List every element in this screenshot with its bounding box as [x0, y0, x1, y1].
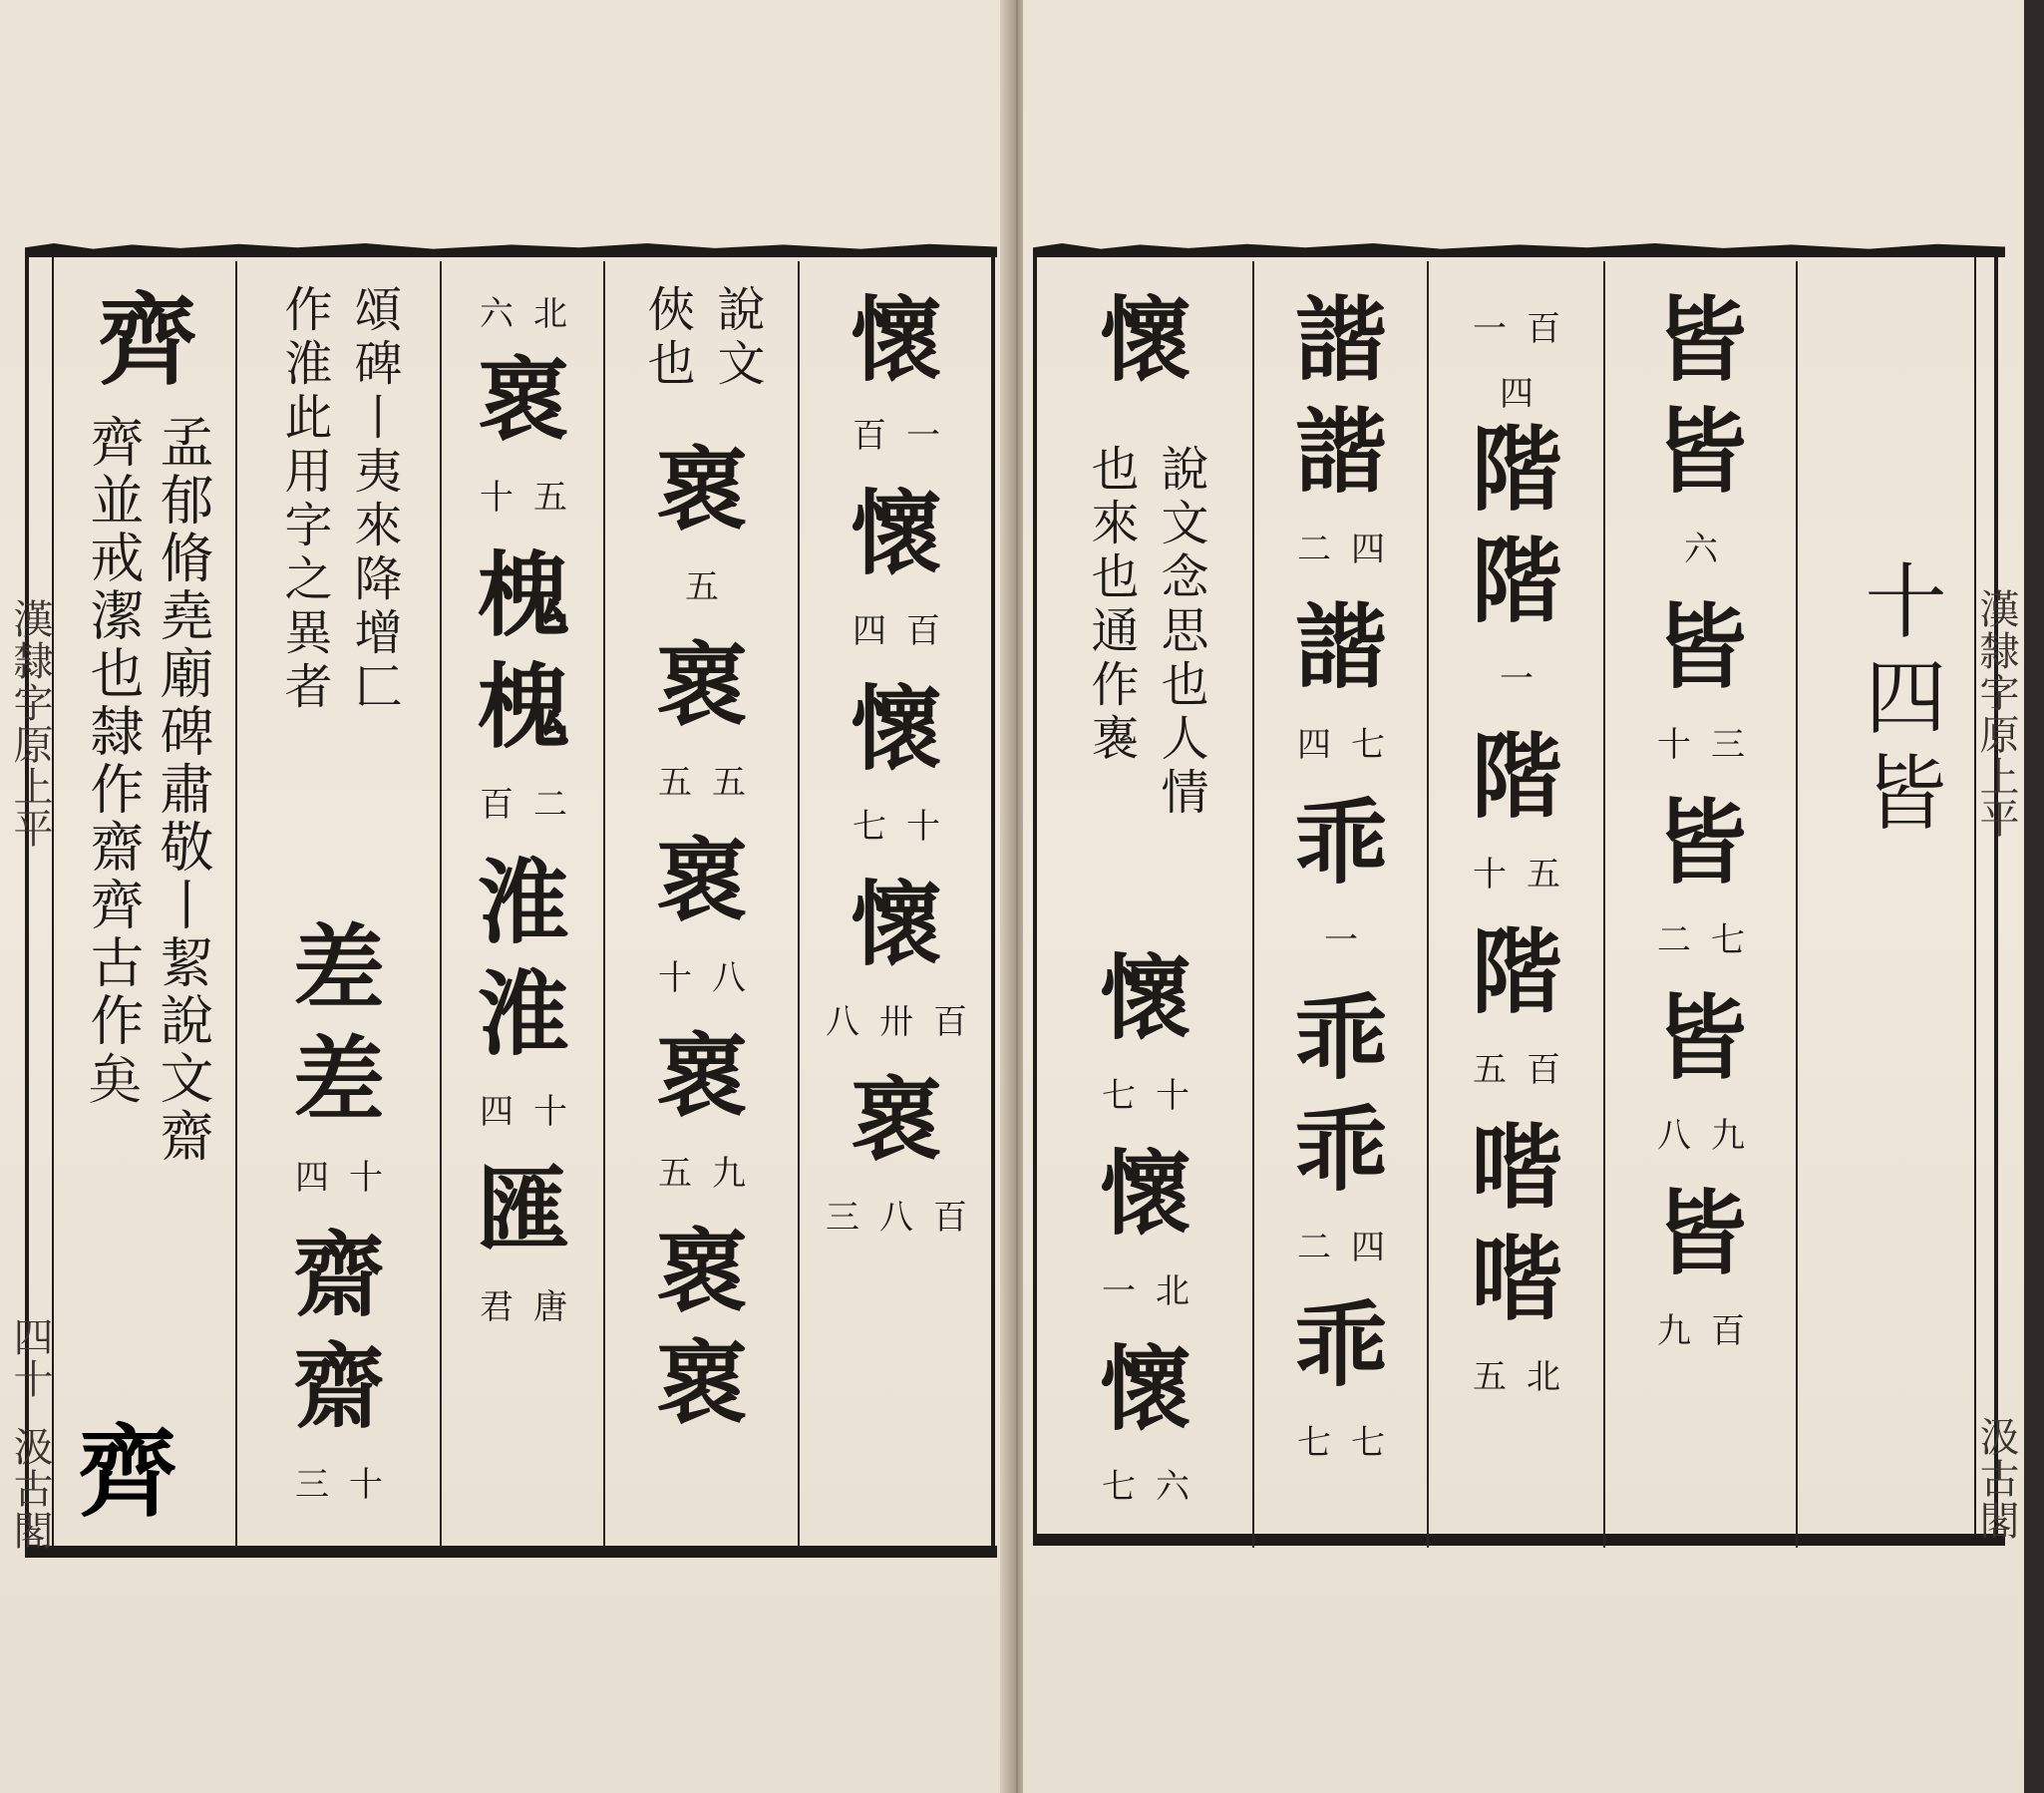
character: 乖 — [1294, 1291, 1387, 1399]
reference-note: 百 九 — [1657, 1311, 1745, 1351]
character: 褱 — [655, 631, 748, 739]
reference-note: 六 — [1684, 530, 1718, 569]
character: 皆 — [1654, 593, 1747, 701]
reference-note: 四 二 — [1297, 1228, 1385, 1267]
character-cha: 差 — [292, 914, 385, 1022]
commentary-line-1: 說文念思也人情 — [1153, 444, 1208, 821]
column-xie — [1256, 284, 1426, 1551]
column-divider — [1427, 261, 1429, 1548]
column-divider — [1796, 261, 1798, 1548]
column-huai-tree — [444, 284, 603, 1551]
reference-note: 北 五 — [1473, 1357, 1560, 1397]
character: 諧 — [1294, 398, 1387, 506]
character: 皆 — [1654, 1180, 1747, 1287]
top-border — [25, 243, 997, 257]
reference-note: 五 十 — [1473, 855, 1560, 895]
character: 階 — [1470, 528, 1562, 635]
column-qi — [60, 281, 235, 1551]
commentary-line-2: 俠也 — [639, 284, 695, 392]
reference-note: 北 一 — [1102, 1271, 1190, 1311]
reference-note: 四 — [1500, 374, 1533, 414]
character: 褱 — [477, 346, 569, 454]
margin-footer: 汲古閣 — [7, 1426, 53, 1552]
outer-right-rule — [991, 249, 995, 1558]
character: 懷 — [850, 286, 942, 394]
column-cha — [239, 284, 439, 1551]
character: 階 — [1470, 723, 1562, 831]
reference-note: 十 三 — [295, 1465, 383, 1505]
column-jie-all — [1607, 284, 1795, 1551]
character: 褱 — [655, 1218, 748, 1325]
character: 懷 — [1099, 286, 1192, 394]
section-heading: 十四皆 — [1852, 558, 1946, 846]
character-cha: 差 — [292, 1026, 385, 1134]
reference-note: 三 十 — [1657, 725, 1745, 765]
reference-note: 十 四 — [480, 1092, 567, 1132]
character: 乖 — [1294, 984, 1387, 1092]
margin-title: 漢隸字原上平 — [7, 598, 53, 850]
column-huai — [802, 284, 991, 1551]
character-qi: 齊 — [98, 281, 197, 399]
reference-note: 七 二 — [1657, 920, 1745, 960]
column-divider — [798, 261, 800, 1548]
character-qi-bottom: 齊 — [78, 1413, 177, 1531]
reference-note: 九 五 — [658, 1154, 746, 1194]
character: 槐 — [477, 653, 569, 761]
margin-title: 漢隸字原上平 — [1973, 588, 2019, 840]
left-page — [0, 0, 1012, 1793]
character: 槐 — [477, 541, 569, 649]
inner-right-rule — [1974, 249, 1976, 1546]
character: 皆 — [1654, 398, 1747, 506]
character: 懷 — [850, 480, 942, 587]
page-edge — [2024, 0, 2044, 1793]
reference-note: 北 六 — [480, 294, 567, 334]
commentary-line-2: 齊並戒潔也隸作齋齊古作𠫪 — [82, 414, 145, 1108]
margin-footer: 汲古閣 — [1973, 1416, 2019, 1542]
column-divider — [603, 261, 605, 1548]
commentary-line-1: 孟郁脩堯廟碑肅敬丨絜說文齋 — [152, 414, 214, 1166]
reference-note: 一 百 — [852, 416, 940, 456]
character: 懷 — [850, 675, 942, 783]
commentary-line-2: 也來也通作褢 — [1083, 444, 1139, 767]
character: 皆 — [1654, 984, 1747, 1092]
reference-note: 十 七 — [852, 807, 940, 847]
commentary-line-1: 說文 — [709, 284, 765, 392]
column-jie — [1431, 284, 1602, 1551]
character: 淮 — [477, 960, 569, 1068]
reference-note: 五 十 — [480, 478, 567, 518]
character: 階 — [1470, 416, 1562, 524]
outer-left-rule — [1033, 249, 1037, 1546]
commentary-line-2: 作淮此用字之異者 — [276, 284, 332, 715]
reference-note: 四 二 — [1297, 530, 1385, 569]
column-divider — [440, 261, 442, 1548]
character: 褱 — [655, 436, 748, 543]
reference-note: 五 五 — [658, 763, 746, 803]
reference-note: 百 一 — [1473, 309, 1560, 349]
character-zhai: 齋 — [292, 1222, 385, 1329]
reference-note: 百 五 — [1473, 1050, 1560, 1090]
character: 懷 — [1099, 1335, 1192, 1443]
character: 喈 — [1470, 1226, 1562, 1333]
commentary-line-1: 頌碑丨夷來降增匚 — [346, 284, 402, 715]
reference-note: 十 七 — [1102, 1076, 1190, 1116]
reference-note: 七 七 — [1297, 1423, 1385, 1463]
character: 懷 — [1099, 944, 1192, 1052]
column-huai — [1039, 284, 1252, 1551]
outer-right-rule — [1994, 249, 1998, 1546]
column-divider — [235, 261, 237, 1548]
character: 諧 — [1294, 593, 1387, 701]
reference-note: 七 四 — [1297, 725, 1385, 765]
reference-note: 一 — [1500, 659, 1533, 699]
reference-note: 十 四 — [295, 1158, 383, 1198]
column-huai-garment — [607, 284, 797, 1551]
reference-note: 百 四 — [852, 611, 940, 651]
character: 皆 — [1654, 286, 1747, 394]
reference-note: 二 百 — [480, 785, 567, 825]
top-border — [1033, 243, 2005, 257]
character: 乖 — [1294, 789, 1387, 896]
reference-note: 九 八 — [1657, 1116, 1745, 1156]
character: 懷 — [1099, 1140, 1192, 1248]
character: 褱 — [850, 1066, 942, 1174]
reference-note: 五 — [685, 567, 719, 607]
reference-note: 百 卅 八 — [826, 1002, 967, 1042]
reference-note: 六 七 — [1102, 1467, 1190, 1507]
reference-note: 百 八 三 — [826, 1198, 967, 1238]
right-page — [1023, 0, 2024, 1793]
character: 匯 — [477, 1156, 569, 1263]
character: 諧 — [1294, 286, 1387, 394]
character: 喈 — [1470, 1114, 1562, 1222]
reference-note: 八 十 — [658, 958, 746, 998]
character: 懷 — [850, 871, 942, 978]
reference-note: 唐 君 — [480, 1287, 567, 1327]
character: 皆 — [1654, 789, 1747, 896]
reference-note: 一 — [1324, 920, 1358, 960]
column-divider — [1603, 261, 1605, 1548]
margin-page-number: 四十 — [7, 1316, 53, 1400]
character: 乖 — [1294, 1096, 1387, 1204]
character-zhai: 齋 — [292, 1333, 385, 1441]
character: 褱 — [655, 1022, 748, 1130]
character: 褱 — [655, 1329, 748, 1437]
character: 淮 — [477, 849, 569, 956]
character: 褱 — [655, 827, 748, 934]
character: 階 — [1470, 918, 1562, 1026]
column-divider — [1252, 261, 1254, 1548]
